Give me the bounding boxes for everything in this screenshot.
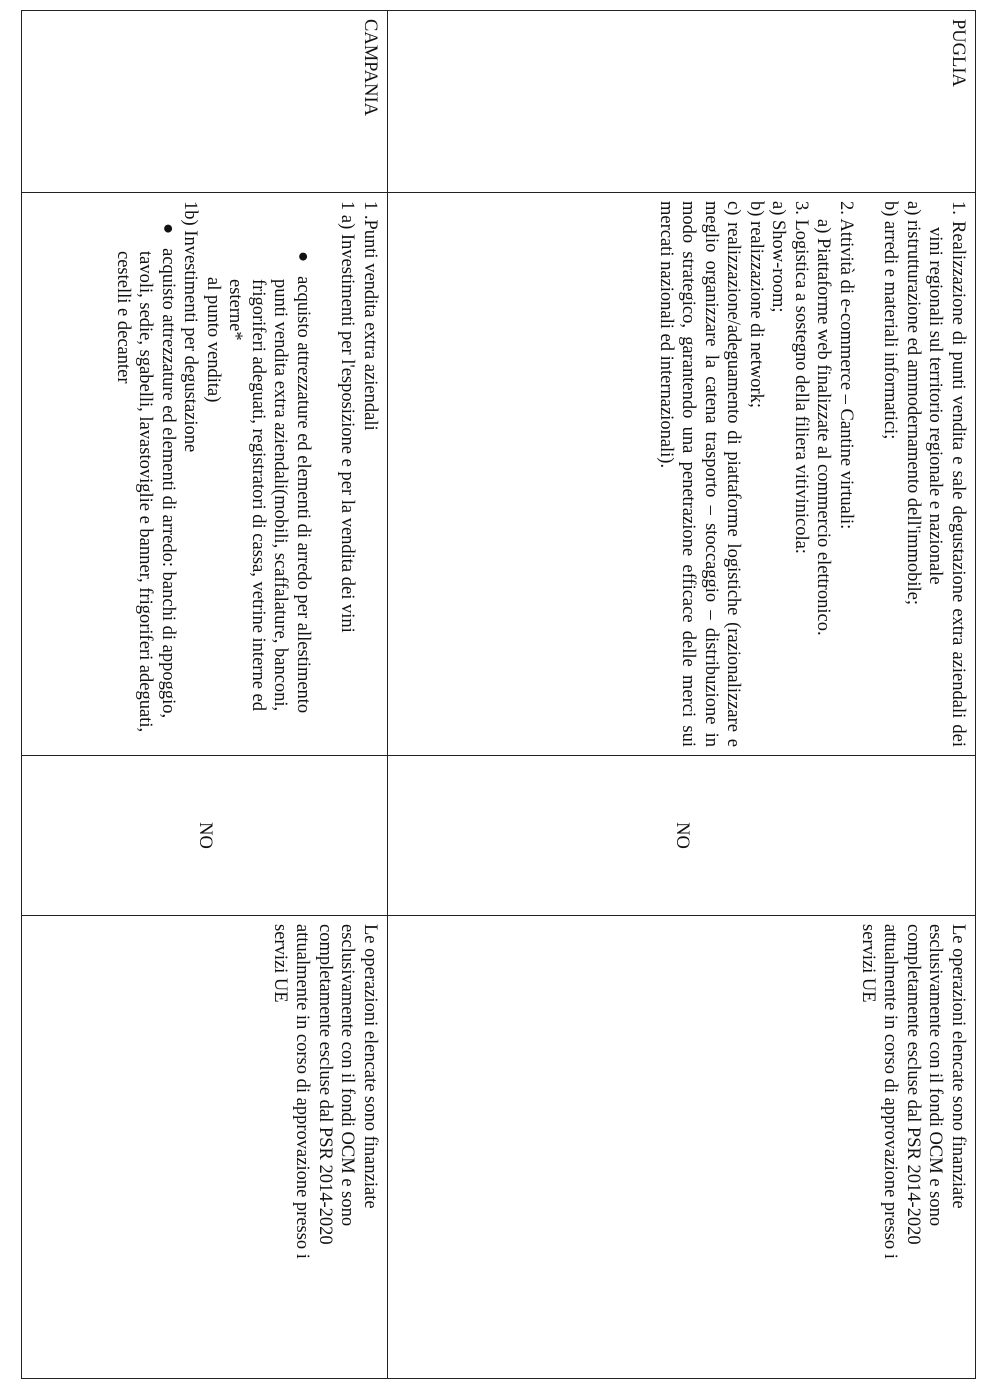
flag-cell — [388, 756, 976, 916]
note-line: Le operazioni elencate sono finanziate — [948, 924, 968, 1209]
regions-table — [21, 10, 976, 1379]
list-item: 1. Realizzazione di punti vendita e sale degustazione extra aziendali dei vini regionali sul territorio regionale e nazionale — [925, 201, 968, 747]
note-cell — [22, 916, 388, 1379]
note-line: completamente escluse dal PSR 2014-2020 — [315, 924, 335, 1245]
flag-value: NO — [671, 822, 692, 849]
list-item: 3. Logistica a sostegno della filiera vitivinicola: — [791, 201, 811, 554]
region-label: PUGLIA — [948, 19, 968, 87]
list-item: a) Show-room; — [768, 201, 789, 313]
bullet-text: acquisto attrezzature ed elementi di arredo: banchi di appoggio, tavoli, sedie, sgabelli, lavastoviglie e banner, frigoriferi adeguati, cestelli e decanter — [113, 248, 178, 733]
region-cell — [22, 11, 388, 193]
flag-value: NO — [194, 822, 215, 849]
note-cell — [388, 916, 976, 1379]
description-cell — [388, 193, 976, 756]
bullet-item — [112, 201, 180, 747]
list-item: 2. Attività di e-commerce – Cantine virtuali: — [836, 201, 856, 530]
note-line: servizi UE — [270, 924, 290, 1003]
flag-cell — [22, 756, 388, 916]
rotated-page — [22, 10, 976, 1378]
bullet-text: acquisto attrezzature ed elementi di arredo per allestimento punti vendita extra aziendali(mobili, scaffalature, banconi, frigoriferi adeguati, registratori di cassa, vetrine interne ed esterne* — [225, 276, 313, 714]
table-row-puglia — [388, 11, 976, 1379]
table-row-campania — [22, 11, 388, 1379]
note-line: attualmente in corso di approvazione presso i — [880, 924, 901, 1259]
description-cell — [22, 193, 388, 756]
list-item: 1 a) Investimenti per l'esposizione e per la vendita dei vini — [337, 201, 358, 633]
note-line: Le operazioni elencate sono finanziate — [360, 924, 380, 1209]
list-item: a) ristrutturazione ed ammodernamento dell'immobile; — [903, 201, 923, 606]
bullet-icon: ● — [158, 223, 178, 249]
note-line: esclusivamente con il fondi OCM e sono — [337, 924, 358, 1227]
bullet-icon: ● — [293, 251, 313, 277]
list-item: c) realizzazione/adeguamento di piattaforme logistiche (razionalizzare e meglio organizzare la catena trasporto – stoccaggio – distribuzione in modo strategico, garantendo una penetrazione efficace delle merci sui mercati nazionali ed internazionali). — [656, 201, 744, 747]
note-line: attualmente in corso di approvazione presso i — [292, 924, 313, 1259]
list-item: b) realizzazione di network; — [746, 201, 766, 408]
region-cell — [388, 11, 976, 193]
list-item: 1 .Punti vendita extra aziendali — [360, 201, 380, 431]
list-item: al punto vendita) — [203, 277, 223, 403]
region-label: CAMPANIA — [360, 19, 380, 116]
note-line: esclusivamente con il fondi OCM e sono — [925, 924, 946, 1227]
note-line: servizi UE — [858, 924, 878, 1003]
list-item: a) Piattaforme web finalizzate al commercio elettronico. — [813, 219, 834, 636]
bullet-item — [224, 201, 314, 747]
list-item: b) arredi e materiali informatici; — [880, 201, 901, 440]
note-line: completamente escluse dal PSR 2014-2020 — [903, 924, 923, 1245]
list-item: 1b) Investimenti per degustazione — [180, 201, 201, 453]
